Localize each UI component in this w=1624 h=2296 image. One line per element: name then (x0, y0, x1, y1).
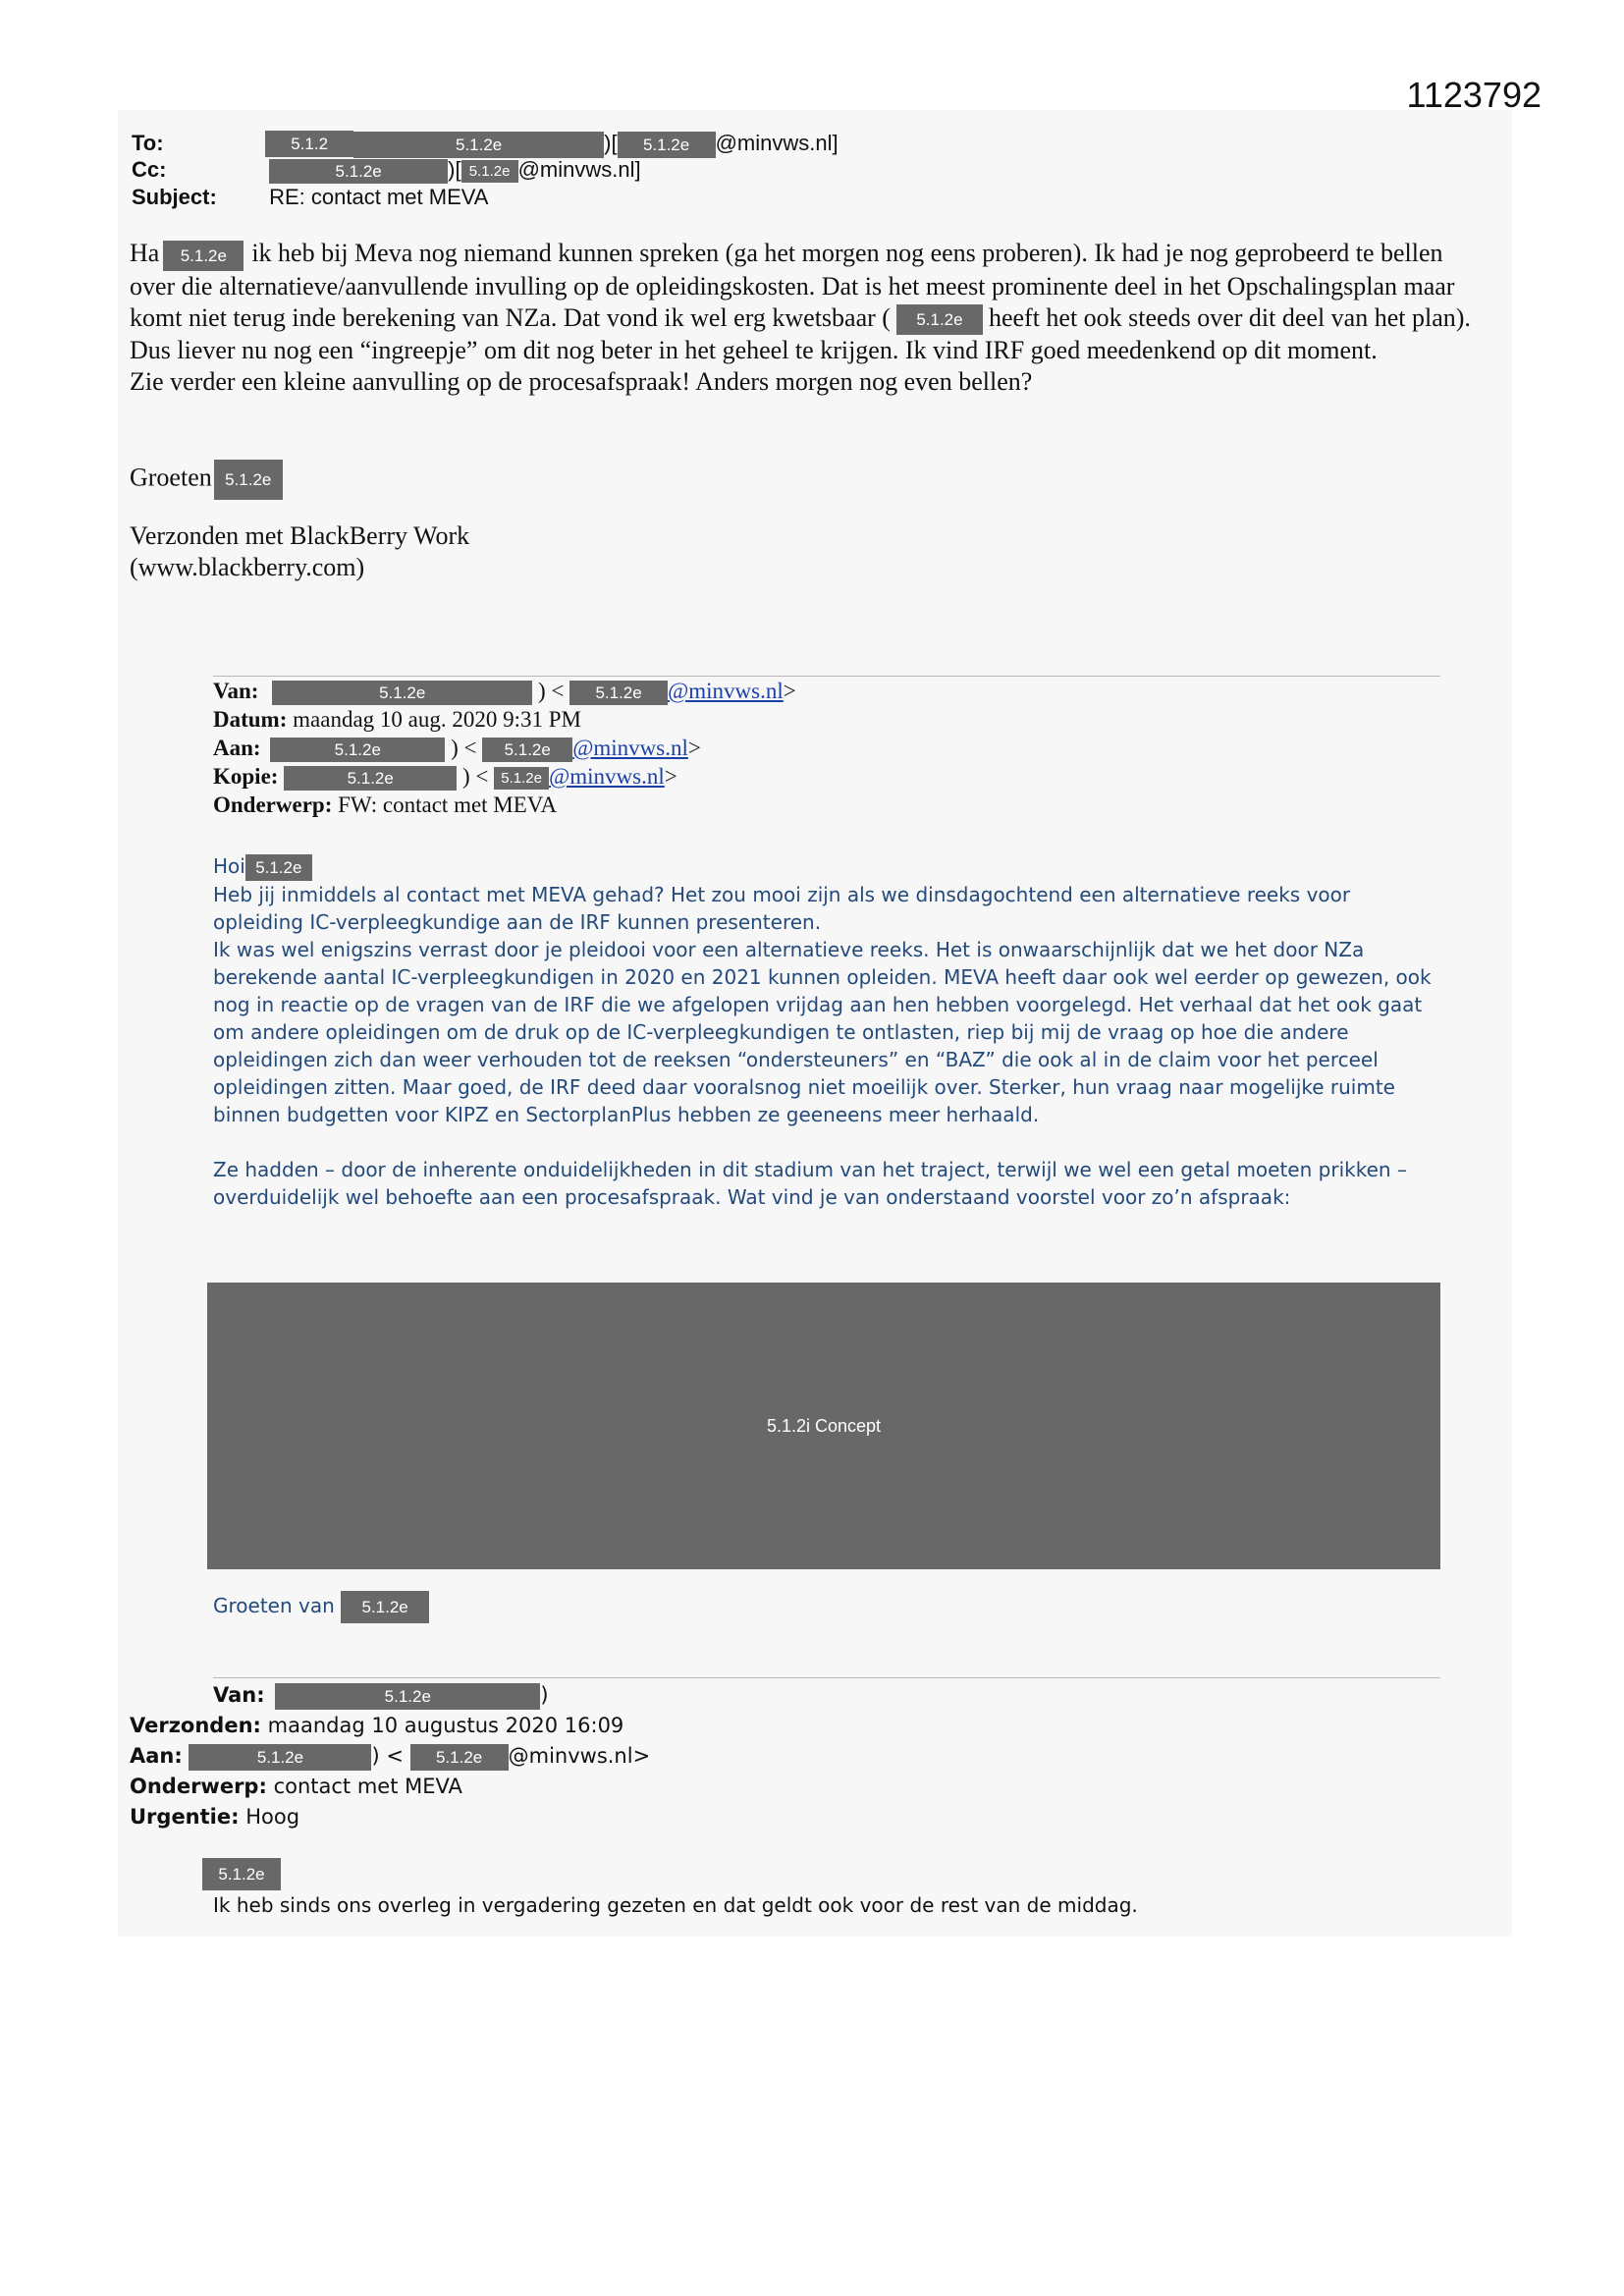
header-subject (132, 185, 488, 210)
reply-closing-text: Groeten (130, 463, 212, 492)
fwd-aan-label: Aan: (213, 736, 261, 760)
to-domain: @minvws.nl] (715, 131, 839, 155)
redaction-block: 5.1.2e (482, 738, 572, 762)
fwd-para-1: Heb jij inmiddels al contact met MEVA gehad? Het zou mooi zijn als we dinsdagochtend een alternatieve reeks voor opleiding IC-verpleegkundige aan de IRF kunnen presenteren. (213, 883, 1351, 934)
orig-body: Ik heb sinds ons overleg in vergadering gezeten en dat geldt ook voor de rest van de middag. (213, 1893, 1138, 1917)
redaction-block: 5.1.2e (269, 159, 448, 184)
orig-van-label: Van: (213, 1683, 265, 1707)
orig-urgentie-value: Hoog (245, 1805, 300, 1829)
fwd-kopie-label: Kopie: (213, 764, 279, 789)
signature-line-2: (www.blackberry.com) (130, 553, 365, 581)
orig-aan: Aan: 5.1.2e ) < 5.1.2e @minvws.nl> (130, 1741, 650, 1772)
signature (130, 520, 1494, 583)
fwd-datum (213, 706, 581, 734)
concept-redaction-block (207, 1283, 1440, 1569)
divider (213, 676, 1440, 677)
fwd-para-3: Ze hadden – door de inherente onduidelijkheden in dit stadium van het traject, terwijl we wel een getal moeten prikken – overduidelijk wel behoefte aan een procesafspraak. Wat vind je van onderstaand voorstel voor zo’n afspraak: (213, 1158, 1407, 1209)
fwd-onderwerp-value: FW: contact met MEVA (338, 793, 558, 817)
redaction-block: 5.1.2 (265, 131, 353, 157)
redaction-block: 5.1.2e (275, 1683, 540, 1710)
orig-onderwerp-label: Onderwerp: (130, 1775, 267, 1798)
orig-verzonden-value: maandag 10 augustus 2020 16:09 (267, 1714, 624, 1737)
fwd-greeting: Hoi (213, 854, 245, 878)
subject-text: RE: contact met MEVA (269, 185, 489, 209)
subject-label: Subject: (132, 185, 217, 209)
redaction-block: 5.1.2e (189, 1744, 371, 1771)
fwd-onderwerp-label: Onderwerp: (213, 793, 333, 817)
fwd-kopie-email[interactable]: @minvws.nl (549, 764, 665, 789)
reply-text-2: heeft het ook steeds over dit deel van het plan). Dus liever nu nog een “ingreepje” om dit nog beter in het geheel te krijgen. Ik vind IRF goed meedenkend op dit moment. (130, 302, 1471, 365)
reply-text-1: ik heb bij Meva nog niemand kunnen spreken (ga het morgen nog eens proberen). Ik had je nog geprobeerd te bellen over die alternatieve/aanvullende invulling op de opleidingskosten. Dat is het meest prominente deel in het Opschalingsplan maar komt niet terug inde berekening van NZa. Dat vond ik wel erg kwetsbaar ( (130, 239, 1455, 332)
reply-greeting: Ha (130, 239, 160, 267)
redaction-block: 5.1.2e (202, 1858, 281, 1890)
orig-van: Van: 5.1.2e ) (213, 1680, 549, 1711)
divider (213, 1677, 1440, 1678)
to-label: To: (132, 131, 164, 155)
orig-verzonden (130, 1711, 623, 1741)
redaction-block: 5.1.2e (410, 1744, 509, 1771)
header-to: To: 5.1.2 5.1.2e )[ 5.1.2e @minvws.nl] (132, 131, 839, 158)
redaction-block: 5.1.2e (270, 738, 445, 762)
orig-body-redaction (202, 1858, 281, 1890)
redaction-block: 5.1.2e (618, 132, 716, 158)
cc-label: Cc: (132, 157, 167, 182)
redaction-block: 5.1.2e (163, 241, 244, 271)
signature-line-1: Verzonden met BlackBerry Work (130, 521, 470, 550)
redaction-block: 5.1.2e (245, 854, 312, 881)
orig-onderwerp (130, 1772, 462, 1802)
fwd-aan-email[interactable]: @minvws.nl (572, 736, 688, 760)
reply-body (130, 238, 1494, 398)
fwd-closing (213, 1591, 1440, 1623)
document-id: 1123792 (1406, 75, 1542, 115)
reply-closing (130, 460, 1494, 500)
concept-redaction-label: 5.1.2i Concept (766, 1415, 882, 1436)
redaction-block: 5.1.2e (569, 681, 668, 705)
redaction-block: 5.1.2e (461, 160, 518, 183)
fwd-body (213, 852, 1440, 1211)
cc-domain: @minvws.nl] (517, 157, 641, 182)
fwd-closing-text: Groeten van (213, 1594, 335, 1617)
redaction-block: 5.1.2e (896, 304, 983, 335)
orig-urgentie-label: Urgentie: (130, 1805, 240, 1829)
redaction-block: 5.1.2e (341, 1591, 429, 1623)
fwd-aan: Aan: 5.1.2e ) < 5.1.2e @minvws.nl> (213, 735, 701, 762)
orig-onderwerp-value: contact met MEVA (273, 1775, 462, 1798)
fwd-onderwerp (213, 792, 557, 819)
fwd-datum-value: maandag 10 aug. 2020 9:31 PM (293, 707, 581, 732)
orig-aan-email: @minvws.nl> (508, 1744, 651, 1768)
orig-urgentie (130, 1802, 299, 1832)
fwd-van: Van: 5.1.2e ) < 5.1.2e @minvws.nl> (213, 678, 796, 705)
redaction-block: 5.1.2e (494, 767, 549, 790)
fwd-para-2: Ik was wel enigszins verrast door je pleidooi voor een alternatieve reeks. Het is onwaarschijnlijk dat we het door NZa berekende aantal IC-verpleegkundigen in 2020 en 2021 kunnen opleiden. MEVA heeft daar ook wel eerder op gewezen, ook nog in reactie op de vragen van de IRF die we afgelopen vrijdag aan hen hebben voorgelegd. Het verhaal dat het ook gaat om andere opleidingen om de druk op de IC-verpleegkundigen te ontlasten, riep bij mij de vraag op hoe die andere opleidingen zich dan weer verhouden tot de reeksen “ondersteuners” en “BAZ” die ook al in de claim voor het perceel opleidingen zitten. Maar goed, de IRF deed daar vooralsnog niet moeilijk over. Sterker, hun vraag naar mogelijke ruimte binnen budgetten voor KIPZ en SectorplanPlus hebben ze geeneens meer herhaald. (213, 938, 1432, 1126)
redaction-block: 5.1.2e (214, 460, 283, 500)
fwd-van-label: Van: (213, 679, 259, 703)
redaction-block: 5.1.2e (353, 132, 604, 158)
fwd-kopie: Kopie: 5.1.2e ) < 5.1.2e @minvws.nl> (213, 763, 677, 791)
redaction-block: 5.1.2e (272, 681, 532, 705)
fwd-datum-label: Datum: (213, 707, 288, 732)
fwd-van-email[interactable]: @minvws.nl (668, 679, 784, 703)
header-cc: Cc: 5.1.2e )[ 5.1.2e @minvws.nl] (132, 157, 641, 182)
orig-aan-label: Aan: (130, 1744, 183, 1768)
orig-verzonden-label: Verzonden: (130, 1714, 261, 1737)
redaction-block: 5.1.2e (284, 766, 457, 791)
reply-text-3: Zie verder een kleine aanvulling op de procesafspraak! Anders morgen nog even bellen? (130, 367, 1033, 397)
